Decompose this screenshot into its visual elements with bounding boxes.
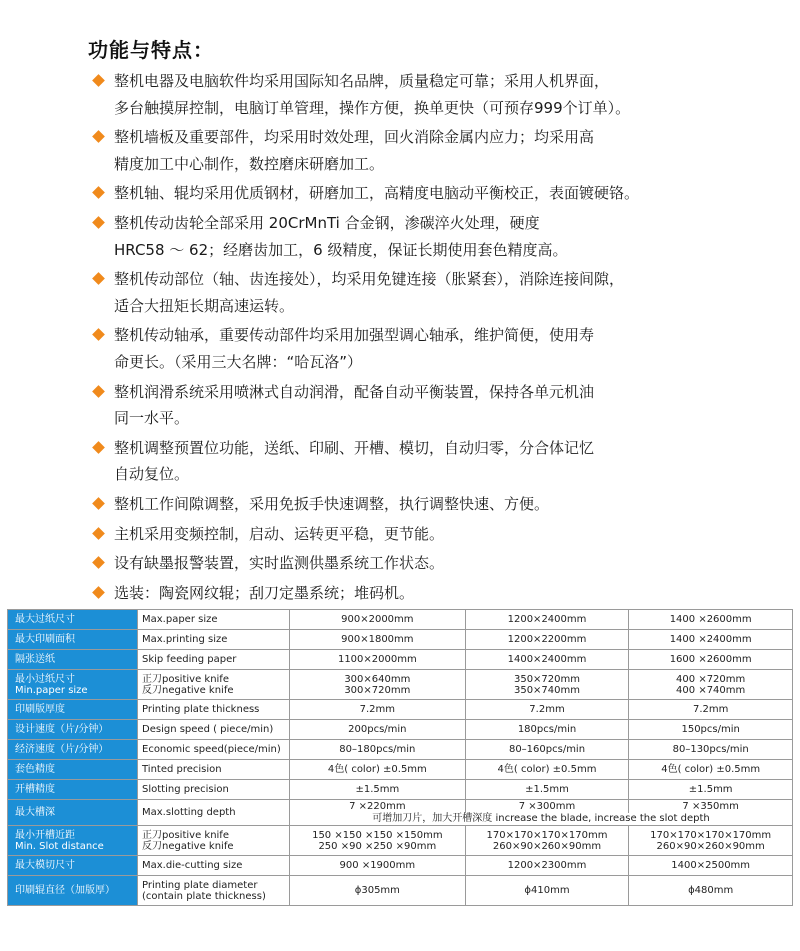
spec-label-en	[138, 780, 290, 800]
spec-label-en	[138, 670, 290, 700]
spec-label-cn	[8, 700, 138, 720]
spec-label-en	[138, 760, 290, 780]
spec-value-model-2-text: 350×740mm	[513, 684, 581, 696]
spec-value-model-3-text: 170×170×170×170mm	[650, 829, 772, 841]
spec-value-model-3-text: 1400 ×2600mm	[669, 614, 752, 625]
spec-value-model-1-text: 900×2000mm	[341, 614, 414, 625]
spec-value-model-2-text: 7.2mm	[529, 704, 565, 715]
spec-value-model-3	[629, 800, 793, 813]
spec-value-model-2	[465, 856, 629, 876]
spec-label-cn	[8, 630, 138, 650]
spec-value-model-3	[629, 760, 793, 780]
spec-value-model-1	[290, 720, 466, 740]
spec-row	[8, 610, 793, 630]
spec-label-cn-text: Min. Slot distance	[15, 840, 104, 852]
spec-value-model-1	[290, 800, 466, 813]
spec-label-cn	[8, 826, 138, 856]
spec-label-cn	[8, 876, 138, 906]
spec-value-model-1-text: 150 ×150 ×150 ×150mm	[312, 829, 443, 841]
spec-value-model-3	[629, 720, 793, 740]
spec-value-model-1	[290, 826, 466, 856]
feature-item	[94, 521, 704, 548]
spec-value-model-2-text: 350×720mm	[513, 673, 581, 685]
spec-value-model-2-text: 1200×2400mm	[507, 614, 587, 625]
spec-label-en-text: Design speed ( piece/min)	[142, 724, 274, 735]
spec-label-cn-text: 最大槽深	[15, 807, 55, 818]
feature-text-line: 整机传动齿轮全部采用 20CrMnTi 合金钢，渗碳淬火处理，硬度	[114, 213, 540, 232]
spec-value-model-1-text: 80–180pcs/min	[339, 744, 416, 755]
spec-value-model-3	[629, 876, 793, 906]
spec-label-en	[138, 740, 290, 760]
spec-value-model-2-text: 1200×2200mm	[507, 634, 587, 645]
spec-value-model-3-text: 7.2mm	[692, 704, 729, 715]
spec-value-model-3	[629, 856, 793, 876]
spec-value-model-2-text: 4色( color) ±0.5mm	[497, 764, 597, 775]
spec-label-cn-text: 隔张送纸	[15, 654, 55, 665]
spec-label-en-text: Tinted precision	[142, 764, 222, 775]
spec-value-model-3	[629, 826, 793, 856]
spec-row	[8, 630, 793, 650]
spec-label-cn-text: 最大过纸尺寸	[15, 614, 75, 625]
spec-value-model-2-text: 180pcs/min	[517, 724, 577, 735]
spec-label-cn	[8, 760, 138, 780]
spec-label-en-text: Economic speed(piece/min)	[142, 744, 281, 755]
feature-text-line: 整机传动轴承，重要传动部件均采用加强型调心轴承，维护简便，使用寿	[114, 326, 595, 345]
diamond-bullet-icon	[92, 130, 105, 143]
spec-value-model-3-text: 80–130pcs/min	[672, 744, 749, 755]
spec-value-model-1	[290, 876, 466, 906]
spec-value-model-2	[465, 720, 629, 740]
feature-text-line: 命更长。（采用三大名牌：“哈瓦洛”）	[114, 352, 363, 371]
spec-label-en-text: Printing plate diameter	[142, 879, 258, 891]
diamond-bullet-icon	[92, 272, 105, 285]
spec-label-cn	[8, 610, 138, 630]
spec-label-cn	[8, 670, 138, 700]
spec-label-cn-text: 最小开槽近距	[15, 829, 75, 841]
spec-value-model-1	[290, 856, 466, 876]
spec-value-model-2-text: 7 ×300mm	[518, 800, 576, 812]
spec-label-cn-text: 印刷版厚度	[15, 704, 65, 715]
spec-value-model-2	[465, 780, 629, 800]
spec-value-model-2	[465, 876, 629, 906]
feature-text-line: 整机润滑系统采用喷淋式自动润滑，配备自动平衡装置，保持各单元机油	[114, 382, 595, 401]
spec-value-model-3-text: 1400 ×2400mm	[669, 634, 752, 645]
feature-item	[94, 210, 704, 263]
spec-value-model-1-text: 900 ×1900mm	[339, 860, 416, 871]
spec-label-en-text: Max.paper size	[142, 614, 218, 625]
feature-text-line: 同一水平。	[114, 409, 190, 428]
spec-label-cn-text: 套色精度	[15, 764, 55, 775]
spec-value-model-2-text: 80–160pcs/min	[508, 744, 586, 755]
spec-label-cn-text: 开槽精度	[15, 784, 55, 795]
spec-label-en-text: Slotting precision	[142, 784, 229, 795]
spec-value-model-1-text: 300×720mm	[344, 684, 411, 696]
spec-value-model-1-text: 200pcs/min	[348, 724, 407, 735]
spec-value-model-3-text: ϕ480mm	[688, 885, 734, 896]
spec-label-en	[138, 826, 290, 856]
spec-row	[8, 826, 793, 856]
feature-text-line: 多台触摸屏控制，电脑订单管理，操作方便，换单更快（可预存999个订单）。	[114, 98, 631, 117]
diamond-bullet-icon	[92, 187, 105, 200]
spec-value-model-3	[629, 650, 793, 670]
spec-label-cn-text: Min.paper size	[15, 684, 88, 696]
spec-row	[8, 780, 793, 800]
spec-value-model-2	[465, 760, 629, 780]
spec-row	[8, 700, 793, 720]
spec-value-model-1-text: 250 ×90 ×250 ×90mm	[318, 840, 437, 852]
feature-text-line: 整机电器及电脑软件均采用国际知名品牌，质量稳定可靠；采用人机界面，	[114, 72, 610, 90]
spec-value-model-3-text: 4色( color) ±0.5mm	[661, 764, 761, 775]
spec-label-cn	[8, 856, 138, 876]
spec-value-model-2-text: ϕ410mm	[524, 885, 570, 896]
feature-text-line: 整机轴、辊均采用优质钢材，研磨加工，高精度电脑动平衡校正，表面镀硬铬。	[114, 184, 640, 203]
spec-row-slot-depth	[8, 800, 793, 813]
spec-value-model-3	[629, 670, 793, 700]
feature-item	[94, 379, 704, 432]
spec-value-model-3-text: ±1.5mm	[688, 784, 733, 795]
diamond-bullet-icon	[92, 441, 105, 454]
diamond-bullet-icon	[92, 556, 105, 569]
diamond-bullet-icon	[92, 385, 105, 398]
spec-label-en	[138, 720, 290, 740]
diamond-bullet-icon	[92, 74, 105, 87]
feature-text-line: 设有缺墨报警装置，实时监测供墨系统工作状态。	[114, 554, 445, 573]
feature-item	[94, 322, 704, 375]
spec-value-model-2	[465, 826, 629, 856]
slot-depth-note-cell	[290, 813, 793, 826]
spec-table	[7, 609, 793, 906]
feature-item	[94, 266, 704, 319]
spec-value-model-3-text: 7 ×350mm	[682, 800, 739, 812]
diamond-bullet-icon	[92, 527, 105, 540]
spec-label-cn-text: 最大模切尺寸	[15, 860, 75, 871]
spec-value-model-2-text: 1200×2300mm	[507, 860, 587, 871]
spec-value-model-3-text: 150pcs/min	[681, 724, 740, 735]
spec-value-model-1	[290, 780, 466, 800]
feature-text-line: 适合大扭矩长期高速运转。	[114, 296, 295, 315]
slot-depth-note: 可增加刀片，加大开槽深度 increase the blade, increase the slot depth	[372, 813, 710, 825]
spec-value-model-2	[465, 800, 629, 813]
spec-row	[8, 876, 793, 906]
feature-item	[94, 124, 704, 177]
spec-label-en-text: Printing plate thickness	[142, 704, 260, 715]
spec-value-model-3	[629, 630, 793, 650]
spec-label-cn-text: 设计速度（片/分钟）	[15, 724, 109, 735]
spec-label-en-text: 正刀positive knife	[142, 673, 229, 685]
feature-text-line: 整机工作间隙调整，采用免扳手快速调整，执行调整快速、方便。	[114, 494, 550, 513]
spec-value-model-2-text: 260×90×260×90mm	[492, 840, 602, 852]
spec-label-cn	[8, 800, 138, 826]
feature-text-line: 整机调整预置位功能，送纸、印刷、开槽、模切，自动归零，分合体记忆	[114, 438, 595, 457]
spec-label-cn-text: 最小过纸尺寸	[15, 673, 75, 685]
spec-value-model-2	[465, 740, 629, 760]
spec-label-en-text: 反刀negative knife	[142, 684, 234, 696]
spec-value-model-1-text: 900×1800mm	[341, 634, 414, 645]
feature-text-line: 整机传动部位（轴、齿连接处），均采用免键连接（胀紧套），消除连接间隙，	[114, 270, 625, 289]
spec-row	[8, 720, 793, 740]
feature-item	[94, 180, 704, 207]
spec-value-model-3	[629, 740, 793, 760]
spec-label-en-text: 反刀negative knife	[142, 840, 234, 852]
spec-row	[8, 760, 793, 780]
spec-label-en	[138, 610, 290, 630]
spec-label-cn	[8, 650, 138, 670]
spec-label-cn	[8, 720, 138, 740]
spec-value-model-1	[290, 670, 466, 700]
spec-label-cn	[8, 740, 138, 760]
spec-value-model-2	[465, 670, 629, 700]
diamond-bullet-icon	[92, 216, 105, 229]
spec-label-en-text: (contain plate thickness)	[142, 890, 266, 902]
spec-value-model-2	[465, 650, 629, 670]
spec-value-model-3	[629, 700, 793, 720]
spec-row	[8, 650, 793, 670]
spec-value-model-3-text: 400 ×720mm	[676, 673, 746, 685]
feature-item	[94, 68, 704, 121]
spec-value-model-1-text: ϕ305mm	[354, 885, 400, 896]
spec-row	[8, 740, 793, 760]
spec-value-model-2-text: 170×170×170×170mm	[486, 829, 608, 841]
spec-value-model-3	[629, 780, 793, 800]
spec-label-en-text: Max.printing size	[142, 634, 228, 645]
feature-item	[94, 491, 704, 518]
diamond-bullet-icon	[92, 497, 105, 510]
spec-label-cn	[8, 780, 138, 800]
spec-value-model-3	[629, 610, 793, 630]
spec-value-model-1	[290, 610, 466, 630]
spec-value-model-1-text: 7.2mm	[359, 704, 396, 715]
spec-value-model-2-text: ±1.5mm	[525, 784, 569, 795]
spec-value-model-1	[290, 630, 466, 650]
spec-value-model-1-text: 300×640mm	[344, 673, 411, 685]
spec-row	[8, 856, 793, 876]
feature-item	[94, 580, 704, 607]
spec-value-model-2	[465, 700, 629, 720]
spec-value-model-1	[290, 760, 466, 780]
spec-label-en	[138, 700, 290, 720]
spec-value-model-1	[290, 700, 466, 720]
spec-label-en-text: Max.die-cutting size	[142, 860, 243, 871]
feature-list	[94, 68, 704, 609]
spec-value-model-1	[290, 650, 466, 670]
spec-label-en	[138, 856, 290, 876]
spec-value-model-2	[465, 610, 629, 630]
spec-label-en	[138, 800, 290, 826]
spec-value-model-3-text: 1600 ×2600mm	[669, 654, 752, 665]
feature-text-line: 选装：陶瓷网纹辊；刮刀定墨系统；堆码机。	[114, 583, 415, 602]
feature-item	[94, 435, 704, 488]
spec-value-model-2-text: 1400×2400mm	[507, 654, 587, 665]
spec-value-model-1-text: 4色( color) ±0.5mm	[327, 764, 427, 775]
spec-value-model-2	[465, 630, 629, 650]
diamond-bullet-icon	[92, 328, 105, 341]
feature-text-line: 自动复位。	[114, 465, 190, 484]
spec-label-en	[138, 650, 290, 670]
feature-text-line: 整机墙板及重要部件，均采用时效处理，回火消除金属内应力；均采用高	[114, 128, 595, 147]
spec-label-en-text: 正刀positive knife	[142, 829, 229, 841]
spec-value-model-1-text: ±1.5mm	[355, 784, 400, 795]
spec-value-model-3-text: 400 ×740mm	[676, 684, 746, 696]
spec-row	[8, 670, 793, 700]
spec-label-cn-text: 印刷辊直径（加版厚）	[15, 885, 115, 896]
spec-value-model-3-text: 260×90×260×90mm	[656, 840, 765, 852]
spec-value-model-1-text: 1100×2000mm	[337, 654, 417, 665]
feature-text-line: HRC58 ～ 62；经磨齿加工，6 级精度，保证长期使用套色精度高。	[114, 240, 568, 259]
spec-value-model-1-text: 7 ×220mm	[349, 800, 406, 812]
diamond-bullet-icon	[92, 586, 105, 599]
feature-text-line: 主机采用变频控制，启动、运转更平稳，更节能。	[114, 524, 445, 543]
spec-label-en	[138, 630, 290, 650]
spec-label-cn-text: 最大印刷面积	[15, 634, 75, 645]
spec-label-cn-text: 经济速度（片/分钟）	[15, 744, 109, 755]
spec-value-model-1	[290, 740, 466, 760]
section-title: 功能与特点：	[88, 38, 214, 62]
spec-label-en	[138, 876, 290, 906]
spec-value-model-3-text: 1400×2500mm	[671, 860, 751, 871]
spec-label-en-text: Skip feeding paper	[142, 654, 237, 665]
spec-label-en-text: Max.slotting depth	[142, 807, 236, 818]
feature-item	[94, 550, 704, 577]
feature-text-line: 精度加工中心制作，数控磨床研磨加工。	[114, 154, 385, 173]
